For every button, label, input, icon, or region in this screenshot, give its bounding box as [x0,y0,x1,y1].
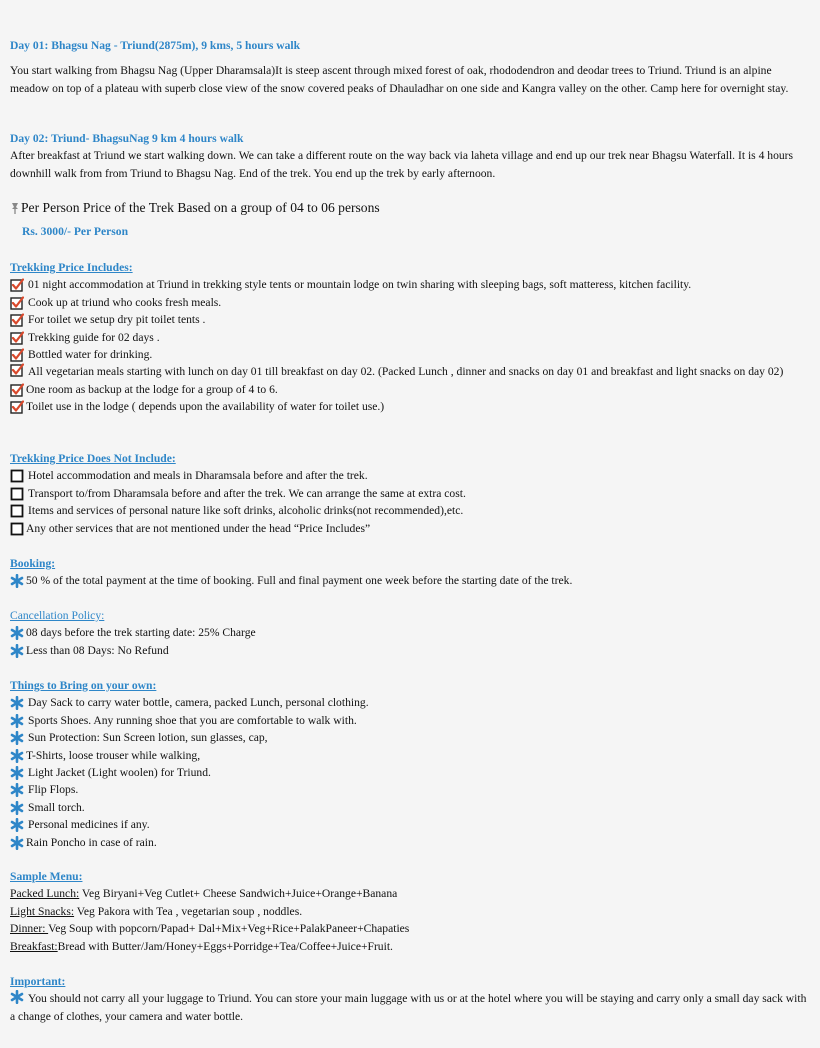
checked-box-icon [10,278,24,292]
menu-row [10,903,810,920]
include-item [10,329,810,346]
include-item-text: 01 night accommodation at Triund in trekking style tents or mountain lodge on twin sharing with sleeping bags, soft matteress, kitchen facility. [28,278,692,292]
cancellation-item [10,642,810,659]
menu-row-label: Packed Lunch: [10,887,80,901]
checked-box-icon [10,383,24,397]
day1-title: Day 01: Bhagsu Nag - Triund(2875m), 9 kms, 5 hours walk [10,39,301,52]
bring-section [10,677,810,851]
bring-item-text: T-Shirts, loose trouser while walking, [26,748,201,762]
bring-item [10,747,810,764]
bring-item [10,764,810,781]
bring-item-text: Light Jacket (Light woolen) for Triund. [28,766,211,780]
bring-item [10,781,810,798]
cancellation-item [10,624,810,641]
menu-row-text: Veg Soup with popcorn/Papad+ Dal+Mix+Veg+Rice+PalakPaneer+Chapaties [48,922,410,936]
bring-item-text: Day Sack to carry water bottle, camera, packed Lunch, personal clothing. [28,696,369,710]
cancellation-item-text: Less than 08 Days: No Refund [26,643,169,657]
include-item [10,363,810,380]
cancellation-list [10,624,810,659]
include-item-text: All vegetarian meals starting with lunch on day 01 till breakfast on day 02. (Packed Lunch , dinner and snacks on day 01 and breakfast and light snacks on day 02) [28,365,784,379]
include-item [10,381,810,398]
excludes-section [10,450,810,537]
checked-box-icon [10,363,24,377]
asterisk-icon [10,783,24,797]
empty-checkbox-icon [10,469,24,483]
day1-section [10,37,810,97]
checked-box-icon [10,296,24,310]
menu-row [10,885,810,902]
asterisk-icon [10,818,24,832]
bring-item [10,694,810,711]
bring-item-text: Small torch. [28,800,85,814]
booking-item-text: 50 % of the total payment at the time of booking. Full and final payment one week before the starting date of the trek. [26,574,573,588]
asterisk-icon [10,801,24,815]
asterisk-icon [10,574,24,588]
exclude-item [10,520,810,537]
menu-row-text: Bread with Butter/Jam/Honey+Eggs+Porridge+Tea/Coffee+Juice+Fruit. [57,939,393,953]
include-item-text: One room as backup at the lodge for a group of 4 to 6. [26,382,278,396]
bring-item [10,834,810,851]
price-section [10,199,810,240]
bring-item-text: Rain Poncho in case of rain. [26,835,157,849]
bring-item-text: Personal medicines if any. [28,818,150,832]
include-item [10,346,810,363]
cancellation-item-text: 08 days before the trek starting date: 25% Charge [26,626,256,640]
menu-row-label: Dinner: [10,922,49,936]
exclude-item [10,467,810,484]
menu-list [10,885,810,955]
asterisk-icon [10,836,24,850]
menu-row-label: Breakfast: [10,939,58,953]
include-item-text: Trekking guide for 02 days . [28,330,160,344]
checked-box-icon [10,313,24,327]
booking-heading: Booking: [10,557,56,570]
booking-section [10,555,810,590]
include-item-text: Bottled water for drinking. [28,348,153,362]
booking-item [10,572,810,589]
asterisk-icon [10,731,24,745]
booking-list [10,572,810,589]
include-item [10,311,810,328]
checked-box-icon [10,400,24,414]
bring-heading: Things to Bring on your own: [10,679,157,692]
checked-box-icon [10,348,24,362]
menu-row-text: Veg Pakora with Tea , vegetarian soup , noddles. [74,904,303,918]
pin-icon [10,202,20,214]
bring-item-text: Sports Shoes. Any running shoe that you are comfortable to walk with. [28,713,357,727]
include-item-text: Cook up at triund who cooks fresh meals. [28,295,222,309]
exclude-item-text: Hotel accommodation and meals in Dharamsala before and after the trek. [28,469,368,483]
cancellation-heading: Cancellation Policy: [10,609,105,622]
price-heading: Per Person Price of the Trek Based on a group of 04 to 06 persons [21,200,380,215]
include-item [10,276,810,293]
menu-row [10,938,810,955]
cancellation-section [10,607,810,659]
empty-checkbox-icon [10,504,24,518]
important-item [10,990,810,1025]
bring-item [10,799,810,816]
menu-section [10,868,810,955]
include-item-text: Toilet use in the lodge ( depends upon the availability of water for toilet use.) [26,400,385,414]
checked-box-icon [10,331,24,345]
includes-list [10,276,810,415]
menu-row-text: Veg Biryani+Veg Cutlet+ Cheese Sandwich+Juice+Orange+Banana [79,887,398,901]
exclude-item-text: Any other services that are not mentioned under the head “Price Includes” [26,521,371,535]
excludes-list [10,467,810,537]
important-section [10,973,810,1025]
important-heading: Important: [10,975,66,988]
empty-checkbox-icon [10,522,24,536]
bring-item [10,712,810,729]
include-item [10,294,810,311]
includes-section [10,259,810,416]
exclude-item-text: Transport to/from Dharamsala before and after the trek. We can arrange the same at extra cost. [28,486,466,500]
asterisk-icon [10,766,24,780]
asterisk-icon [10,644,24,658]
exclude-item-text: Items and services of personal nature like soft drinks, alcoholic drinks(not recommended),etc. [28,504,464,518]
important-item-text: You should not carry all your luggage to Triund. You can store your main luggage with us or at the hotel where you will be staying and carry only a small day sack with a change of clothes, your camera and water bottle. [10,992,807,1023]
day2-title: Day 02: Triund- BhagsuNag 9 km 4 hours walk [10,132,244,145]
price-amount: Rs. 3000/- Per Person [22,225,129,238]
asterisk-icon [10,696,24,710]
excludes-heading: Trekking Price Does Not Include: [10,452,176,465]
menu-row-label: Light Snacks: [10,904,75,918]
menu-heading: Sample Menu: [10,870,83,883]
exclude-item [10,485,810,502]
bring-item [10,729,810,746]
important-list [10,990,810,1025]
include-item-text: For toilet we setup dry pit toilet tents . [28,313,206,327]
menu-row [10,920,810,937]
price-heading-line [10,199,810,217]
asterisk-icon [10,990,24,1004]
asterisk-icon [10,749,24,763]
bring-item-text: Flip Flops. [28,783,79,797]
day2-body: After breakfast at Triund we start walking down. We can take a different route on the way back via laheta village and end up our trek near Bhagsu Waterfall. It is 4 hours downhill walk from from Triund to Bhagsu Nag. End of the trek. You end up the trek by early afternoon. [10,149,794,180]
day2-section [10,130,810,182]
exclude-item [10,502,810,519]
asterisk-icon [10,626,24,640]
bring-item-text: Sun Protection: Sun Screen lotion, sun glasses, cap, [28,731,268,745]
bring-list [10,694,810,851]
empty-checkbox-icon [10,487,24,501]
bring-item [10,816,810,833]
asterisk-icon [10,714,24,728]
includes-heading: Trekking Price Includes: [10,261,133,274]
include-item [10,398,810,415]
day1-body: You start walking from Bhagsu Nag (Upper Dharamsala)It is steep ascent through mixed forest of oak, rhododendron and deodar trees to Triund. Triund is an alpine meadow on top of a plateau with superb close view of the snow covered peaks of Dhauladhar on one side and Kangra valley on the other. Camp here for overnight stay. [10,64,789,95]
